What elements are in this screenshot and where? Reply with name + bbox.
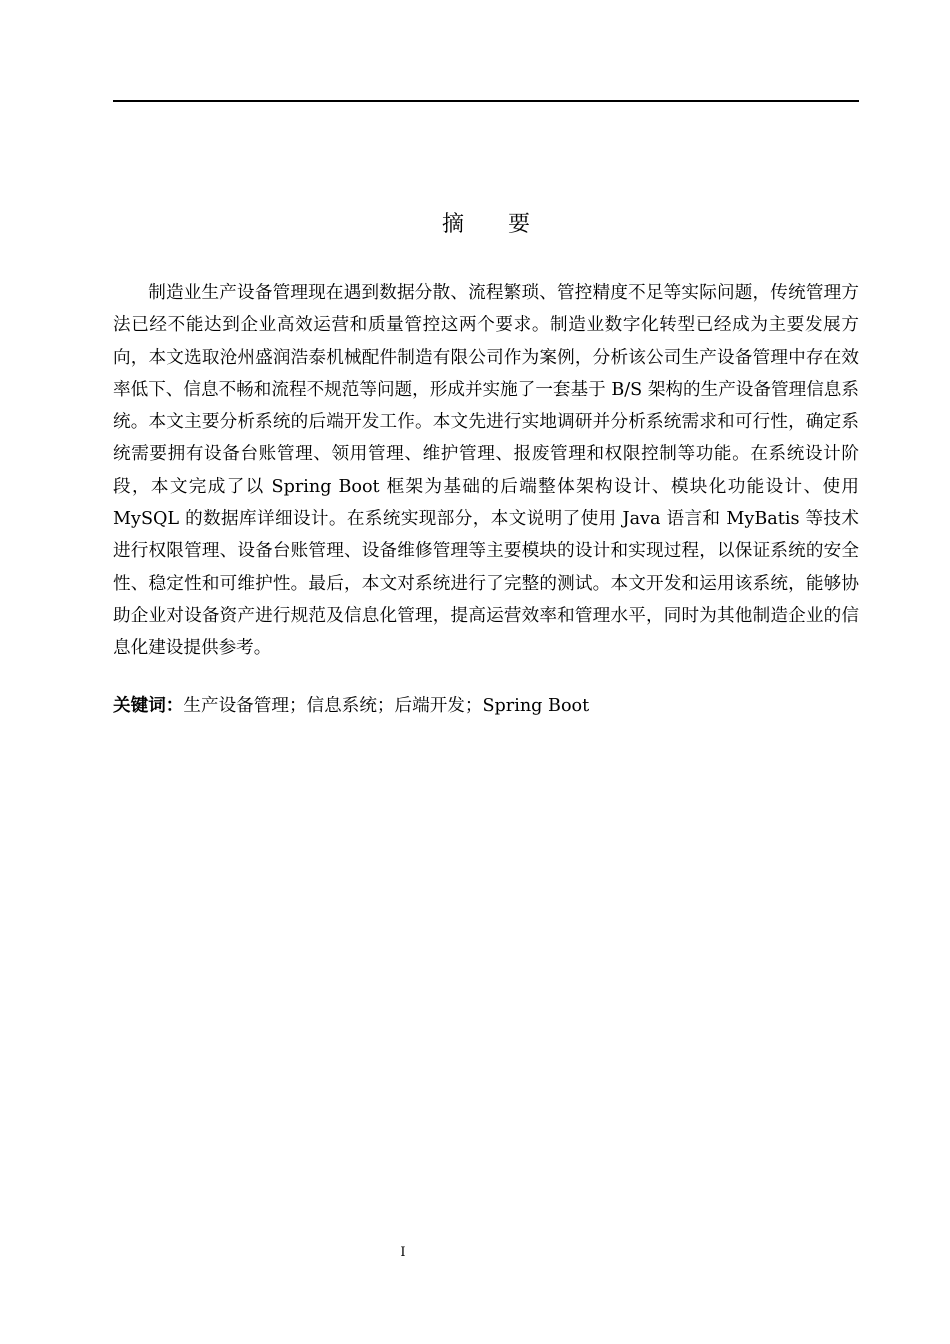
keywords-label: 关键词： xyxy=(113,696,184,716)
keywords-text: 生产设备管理；信息系统；后端开发；Spring Boot xyxy=(183,696,590,716)
page-number: I xyxy=(400,1245,406,1260)
header-rule xyxy=(113,100,859,102)
keywords-line xyxy=(113,690,859,722)
abstract-title: 摘要 xyxy=(441,212,574,237)
abstract-body: 制造业生产设备管理现在遇到数据分散、流程繁琐、管控精度不足等实际问题，传统管理方法已经不能达到企业高效运营和质量管控这两个要求。制造业数字化转型已经成为主要发展方向，本文选取沧州盛润浩泰机械配件制造有限公司作为案例，分析该公司生产设备管理中存在效率低下、信息不畅和流程不规范等问题，形成并实施了一套基于 B/S 架构的生产设备管理信息系统。本文主要分析系统的后端开发工作。本文先进行实地调研并分析系统需求和可行性，确定系统需要拥有设备台账管理、领用管理、维护管理、报废管理和权限控制等功能。在系统设计阶段，本文完成了以 Spring Boot 框架为基础的后端整体架构设计、模块化功能设计、使用 MySQL 的数据库详细设计。在系统实现部分，本文说明了使用 Java 语言和 MyBatis 等技术进行权限管理、设备台账管理、设备维修管理等主要模块的设计和实现过程，以保证系统的安全性、稳定性和可维护性。最后，本文对系统进行了完整的测试。本文开发和运用该系统，能够协助企业对设备资产进行规范及信息化管理，提高运营效率和管理水平，同时为其他制造企业的信息化建设提供参考。 xyxy=(113,283,859,659)
